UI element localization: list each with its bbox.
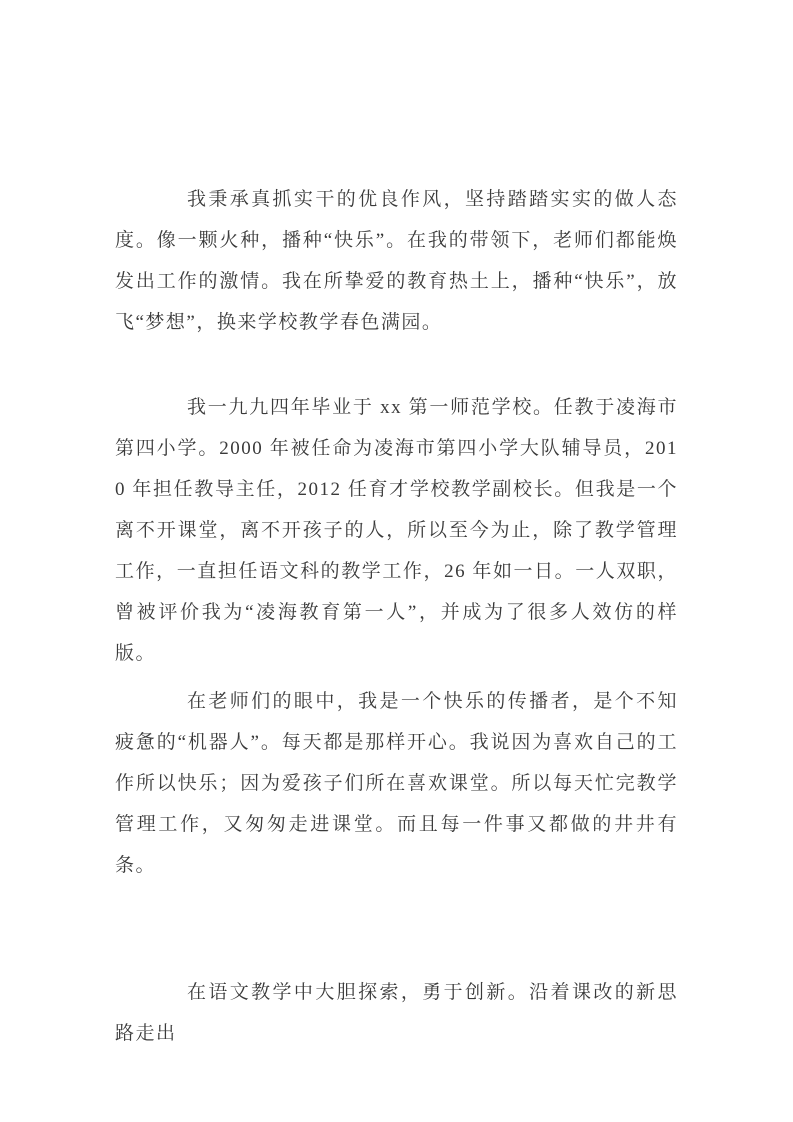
paragraph: 在老师们的眼中，我是一个快乐的传播者，是个不知疲惫的“机器人”。每天都是那样开心。我说因为喜欢自己的工作所以快乐；因为爱孩子们所在喜欢课堂。所以每天忙完教学管理工作，又匆匆走进课堂。而且每一件事又都做的井井有条。 (115, 691, 678, 876)
paragraph: 在语文教学中大胆探索，勇于创新。沿着课改的新思路走出 (115, 982, 678, 1044)
paragraph: 我一九九四年毕业于 xx 第一师范学校。任教于凌海市第四小学。2000 年被任命为凌海市第四小学大队辅导员，2010 年担任教导主任，2012 任育才学校教学副校长。但我是一个离不开课堂，离不开孩子的人，所以至今为止，除了教学管理工作，一直担任语文科的教学工作，26 年如一日。一人双职，曾被评价我为“凌海教育第一人”，并成为了很多人效仿的样版。 (115, 397, 678, 664)
paragraph: 我秉承真抓实干的优良作风，坚持踏踏实实的做人态度。像一颗火种，播种“快乐”。在我的带领下，老师们都能焕发出工作的激情。我在所挚爱的教育热土上，播种“快乐”，放飞“梦想”，换来学校教学春色满园。 (115, 189, 678, 333)
